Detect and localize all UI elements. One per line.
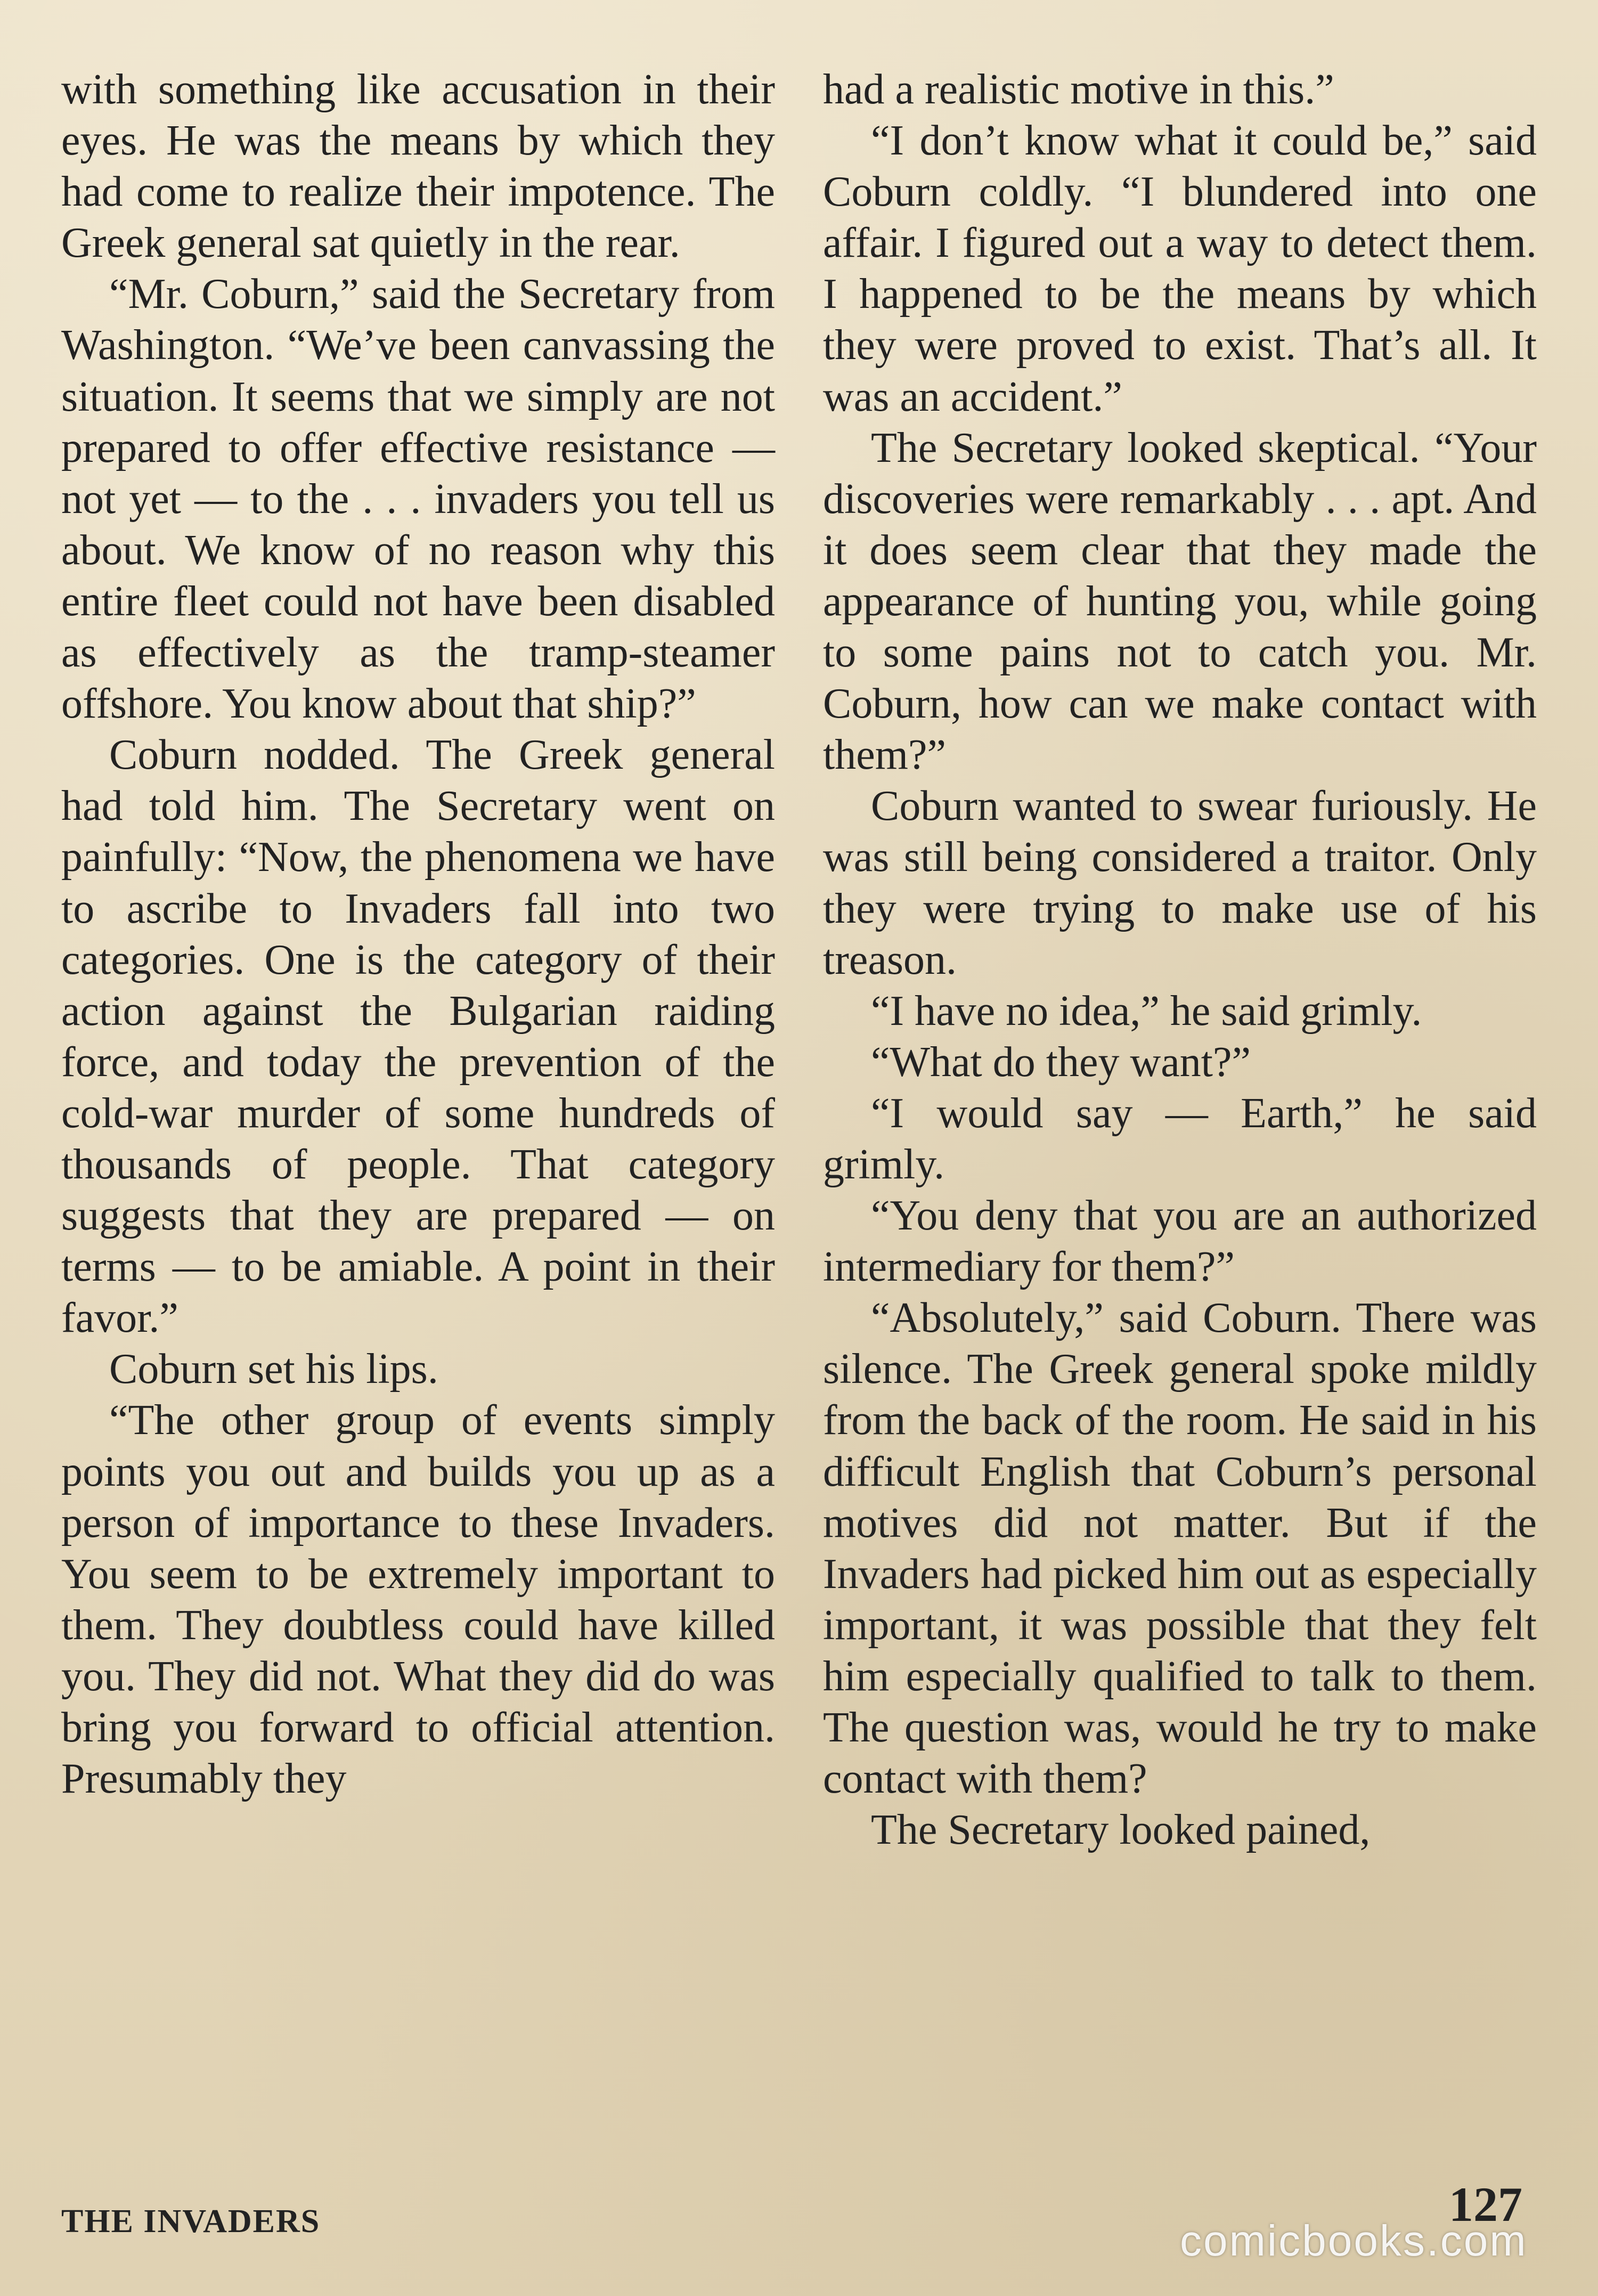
paragraph: “The other group of events simply points you out and builds you up as a person of importance to these Invaders. You seem to be extremely important to them. They doubtless could have killed you. They did not. What they did do was bring you forward to official attention. Presumably they xyxy=(61,1397,775,1803)
paragraph: The Secretary looked pained, xyxy=(871,1806,1371,1854)
paragraph: with something like accusation in their eyes. He was the means by which they had come to realize their impotence. The Greek general sat quietly in the rear. xyxy=(61,66,775,267)
page-number: 127 xyxy=(1449,2177,1522,2232)
right-text-column xyxy=(823,64,1537,1855)
paragraph: The Secretary looked skeptical. “Your discoveries were remarkably . . . apt. And it does seem clear that they made the appearance of hunting you, while going to some pains not to catch you. Mr. Coburn, how can we make contact with them?” xyxy=(823,424,1537,779)
paragraph: Coburn nodded. The Greek general had told him. The Secretary went on painfully: “Now, the phenomena we have to ascribe to Invaders fall into two categories. One is the category of their action against the Bulgarian raiding force, and today the prevention of the cold-war murder of some hundreds of thousands of people. That category suggests that they are prepared — on terms — to be amiable. A point in their favor.” xyxy=(61,731,775,1342)
running-footer-title: THE INVADERS xyxy=(61,2203,321,2240)
paragraph: “I would say — Earth,” he said grimly. xyxy=(823,1089,1537,1188)
site-watermark: comicbooks.com xyxy=(1180,2217,1528,2265)
left-text-column xyxy=(61,64,775,1804)
paragraph: “What do they want?” xyxy=(871,1038,1251,1086)
paragraph: “Absolutely,” said Coburn. There was silence. The Greek general spoke mildly from the back of the room. He said in his difficult English that Coburn’s personal motives did not matter. But if the Invaders had picked him out as especially important, it was possible that they felt him especially qualified to talk to them. The question was, would he try to make contact with them? xyxy=(823,1294,1537,1803)
paragraph: had a realistic motive in this.” xyxy=(823,66,1334,113)
paragraph: Coburn wanted to swear furiously. He was still being considered a traitor. Only they were trying to make use of his treason. xyxy=(823,783,1537,983)
paragraph: “Mr. Coburn,” said the Secretary from Washington. “We’ve been canvassing the situation. It seems that we simply are not prepared to offer effective resistance — not yet — to the . . . invaders you tell us about. We know of no reason why this entire fleet could not have been disabled as effectively as the tramp-steamer offshore. You know about that ship?” xyxy=(61,271,775,728)
paragraph: “I don’t know what it could be,” said Coburn coldly. “I blundered into one affair. I figured out a way to detect them. I happened to be the means by which they were proved to exist. That’s all. It was an accident.” xyxy=(823,117,1537,420)
paragraph: “You deny that you are an authorized intermediary for them?” xyxy=(823,1192,1537,1291)
paragraph: “I have no idea,” he said grimly. xyxy=(871,987,1422,1035)
paragraph: Coburn set his lips. xyxy=(109,1346,438,1393)
